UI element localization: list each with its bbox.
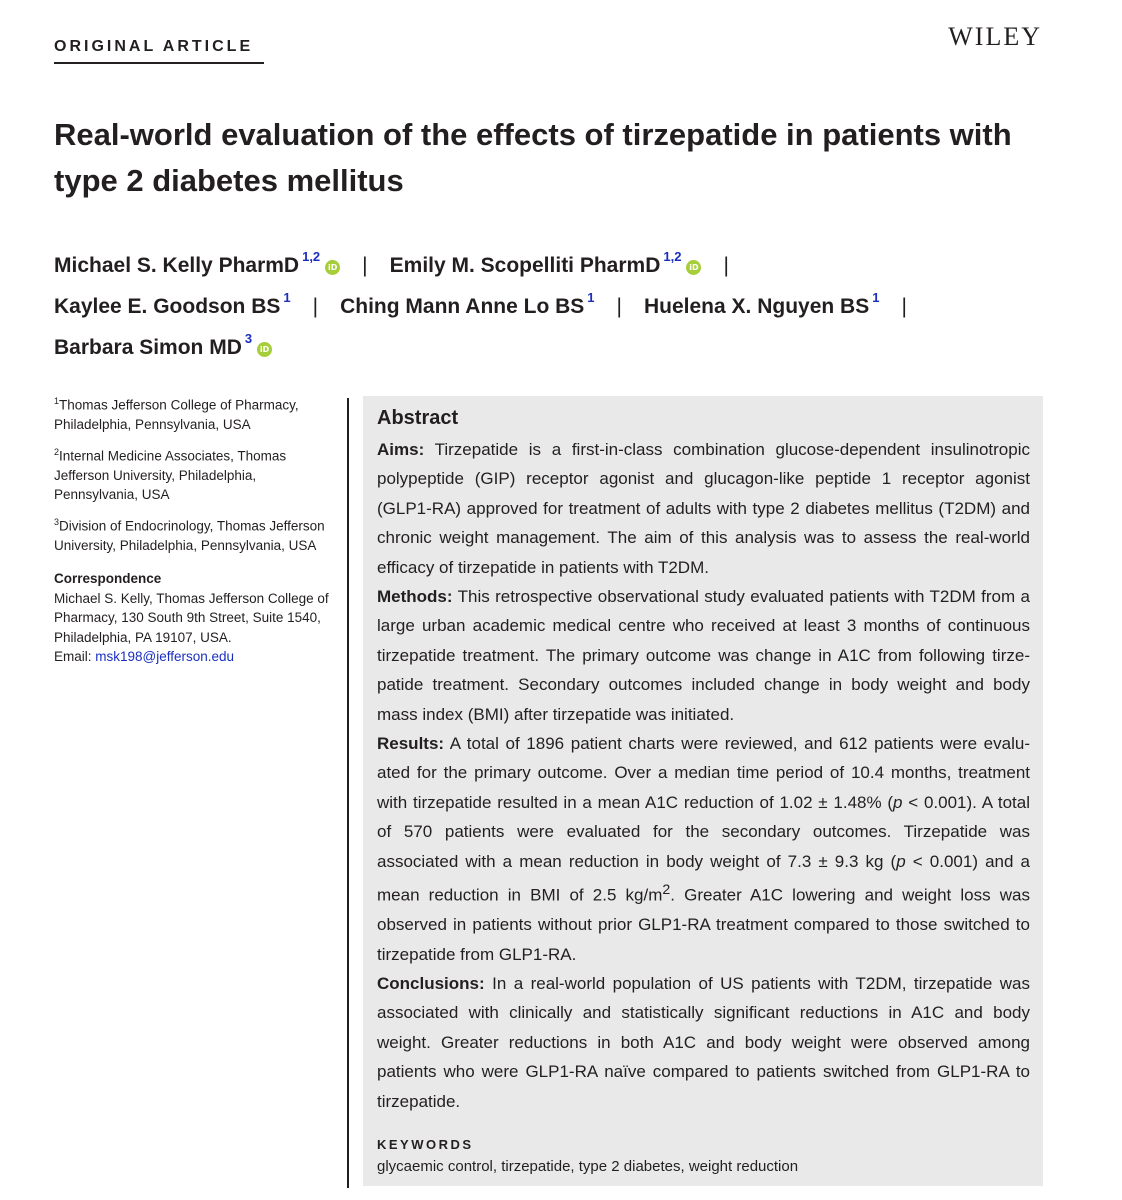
author-name: Emily M. Scopelliti PharmD — [389, 254, 661, 277]
affiliation-text: Division of Endocrinology, Thomas Jefferson University, Philadelphia, Pennsylvania, USA — [54, 518, 325, 553]
affiliation-number: 1 — [54, 396, 60, 406]
affiliation — [54, 513, 339, 556]
aims-text: Tirzepatide is a first-in-class combination glucose-dependent insulinotropic polypeptide (GIP) receptor agonist and glucagon-like peptide 1 receptor agonist (GLP1-RA) approved for treatment of adults with type 2 diabetes mellitus (T2DM) and chronic weight management. The aim of this analysis was to assess the real-world efficacy of tirzepatide in patients with T2DM. — [377, 440, 1030, 577]
author[interactable] — [340, 290, 595, 318]
column-divider — [347, 398, 349, 1188]
author-affiliation-ref: 1,2 — [663, 249, 682, 264]
affiliation-number: 3 — [54, 516, 60, 527]
author[interactable] — [54, 290, 291, 318]
results-text: A total of 1896 patient charts were reviewed, and 612 patients were evaluated for the primary outcome. Over a median time period of 10.4 months, treatment with tirzepatide resulted in a mean A1C reduction of 1.02 ± 1.48% ( — [377, 734, 1030, 812]
author-affiliation-ref: 3 — [244, 331, 253, 346]
author-list — [54, 242, 1074, 365]
abstract-aims — [377, 435, 1030, 582]
keywords-list: glycaemic control, tirzepatide, type 2 diabetes, weight reduction — [377, 1158, 799, 1175]
results-text: < 0.001) and a mean reduction in BMI of 2.5 kg/m — [377, 851, 1030, 905]
article-type-underline — [54, 62, 264, 64]
author-affiliation-ref: 1 — [283, 290, 291, 305]
author-separator: | — [616, 295, 622, 318]
author[interactable] — [389, 249, 702, 277]
correspondence-email-link[interactable]: msk198@jefferson.edu — [95, 649, 235, 664]
keywords-heading: KEYWORDS — [377, 1137, 474, 1152]
author-line — [54, 283, 1074, 324]
affiliation-number: 2 — [54, 446, 60, 457]
orcid-icon[interactable]: iD — [325, 260, 340, 275]
article-type-label: ORIGINAL ARTICLE — [54, 38, 254, 55]
author[interactable] — [644, 290, 880, 318]
author-separator: | — [362, 254, 368, 277]
author-name: Ching Mann Anne Lo BS — [340, 295, 585, 318]
orcid-icon[interactable]: iD — [686, 260, 701, 275]
article-title: Real-world evaluation of the effects of tirzepatide in patients with type 2 diabetes mellitus — [54, 117, 1012, 198]
email-label: Email: — [54, 649, 92, 664]
correspondence-address: Michael S. Kelly, Thomas Jefferson College of Pharmacy, 130 South 9th Street, Suite 1540, Philadelphia, PA 19107, USA. — [54, 590, 329, 645]
results-label: Results: — [377, 734, 445, 754]
author-line — [54, 242, 1074, 283]
conclusions-text: In a real-world population of US patients with T2DM, tirzepatide was associated with clinically and statistically significant reductions in A1C and body weight. Greater reductions in both A1C and body weight were observed among patients who were GLP1-RA naïve compared to patients switched from GLP1-RA to tirzepatide. — [377, 973, 1030, 1111]
author[interactable] — [54, 331, 272, 359]
abstract-methods — [377, 582, 1030, 729]
results-text: < 0.001). A total of 570 patients were evaluated for the secondary outcomes. Tirzepatide was associated with a mean reduction in body weight of 7.3 ± 9.3 kg ( — [377, 792, 1030, 871]
author-affiliation-ref: 1 — [872, 290, 880, 305]
results-text: . Greater A1C lowering and weight loss was observed in patients without prior GLP1-RA treatment compared to those switched to tirzepatide from GLP1-RA. — [377, 885, 1030, 964]
author-name: Kaylee E. Goodson BS — [54, 295, 281, 318]
author[interactable] — [54, 249, 340, 277]
conclusions-label: Conclusions: — [377, 973, 485, 993]
p-value-symbol: p — [893, 792, 903, 812]
p-value-symbol: p — [896, 851, 906, 871]
author-separator: | — [312, 295, 319, 318]
affiliation — [54, 443, 339, 505]
author-affiliation-ref: 1,2 — [302, 249, 321, 264]
author-name: Michael S. Kelly PharmD — [54, 254, 300, 277]
author-line — [54, 324, 1074, 365]
abstract-box — [363, 396, 1043, 1186]
methods-label: Methods: — [377, 587, 453, 607]
results-superscript: 2 — [662, 882, 671, 899]
publisher-logo: WILEY — [948, 22, 1042, 51]
author-name: Huelena X. Nguyen BS — [644, 295, 870, 318]
affiliations-sidebar — [54, 392, 339, 667]
aims-label: Aims: — [377, 440, 425, 459]
correspondence-heading: Correspondence — [54, 571, 162, 586]
abstract-results — [377, 729, 1030, 969]
affiliation — [54, 392, 339, 435]
methods-text: This retrospective observational study evaluated patients with T2DM from a large urban academic medical centre who received at least 3 months of continuous tirzepatide treatment. The primary outcome was change in A1C from following tirzepatide treatment. Secondary outcomes included change in body weight and body mass index (BMI) after tirzepatide was initiated. — [377, 587, 1030, 724]
orcid-icon[interactable]: iD — [257, 342, 272, 357]
author-name: Barbara Simon MD — [54, 336, 242, 359]
affiliation-text: Internal Medicine Associates, Thomas Jefferson University, Philadelphia, Pennsylvania, USA — [54, 448, 287, 502]
abstract-conclusions — [377, 969, 1030, 1116]
author-separator: | — [901, 295, 907, 318]
abstract-heading: Abstract — [377, 407, 459, 429]
author-affiliation-ref: 1 — [587, 290, 595, 305]
author-separator: | — [723, 254, 729, 277]
affiliation-text: Thomas Jefferson College of Pharmacy, Philadelphia, Pennsylvania, USA — [54, 397, 299, 432]
correspondence-email-line — [54, 647, 339, 667]
